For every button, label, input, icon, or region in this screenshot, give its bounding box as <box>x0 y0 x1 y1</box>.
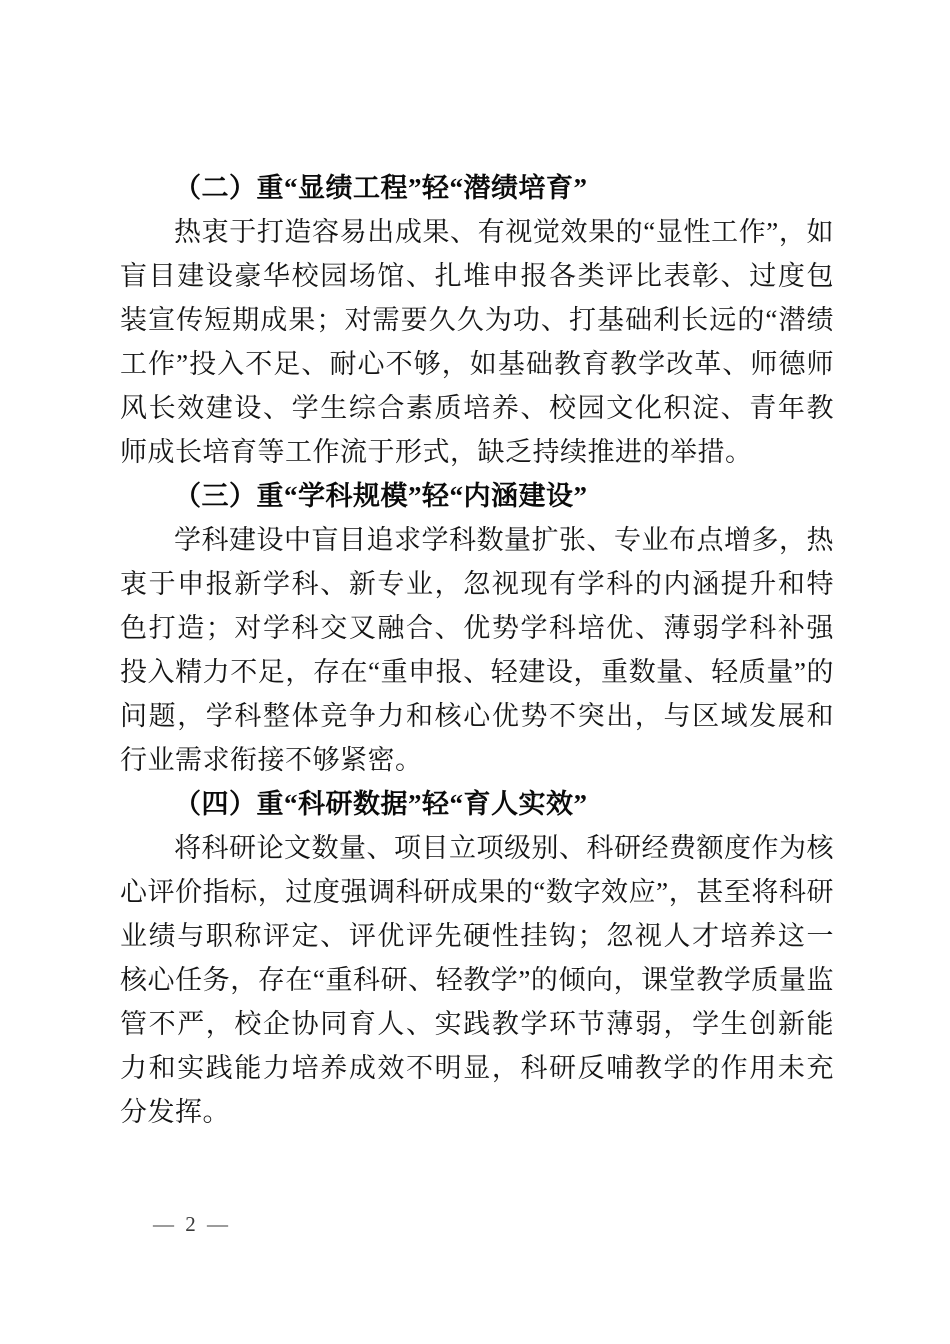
section-paragraph: 将科研论文数量、项目立项级别、科研经费额度作为核心评价指标，过度强调科研成果的“数字效应”，甚至将科研业绩与职称评定、评优评先硬性挂钩；忽视人才培养这一核心任务，存在“重科研、轻教学”的倾向，课堂教学质量监管不严，校企协同育人、实践教学环节薄弱，学生创新能力和实践能力培养成效不明显，科研反哺教学的作用未充分发挥。 <box>120 833 834 1127</box>
document-body <box>120 166 834 1134</box>
page-number: — 2 — <box>153 1212 231 1236</box>
section-paragraph: 学科建设中盲目追求学科数量扩张、专业布点增多，热衷于申报新学科、新专业，忽视现有学科的内涵提升和特色打造；对学科交叉融合、优势学科培优、薄弱学科补强投入精力不足，存在“重申报、轻建设，重数量、轻质量”的问题，学科整体竞争力和核心优势不突出，与区域发展和行业需求衔接不够紧密。 <box>120 525 834 775</box>
section-heading: （四）重“科研数据”轻“育人实效” <box>174 789 588 819</box>
section-paragraph: 热衷于打造容易出成果、有视觉效果的“显性工作”，如盲目建设豪华校园场馆、扎堆申报各类评比表彰、过度包装宣传短期成果；对需要久久为功、打基础利长远的“潜绩工作”投入不足、耐心不够，如基础教育教学改革、师德师风长效建设、学生综合素质培养、校园文化积淀、青年教师成长培育等工作流于形式，缺乏持续推进的举措。 <box>120 217 834 467</box>
section-heading: （二）重“显绩工程”轻“潜绩培育” <box>174 173 588 203</box>
section-heading: （三）重“学科规模”轻“内涵建设” <box>174 481 588 511</box>
